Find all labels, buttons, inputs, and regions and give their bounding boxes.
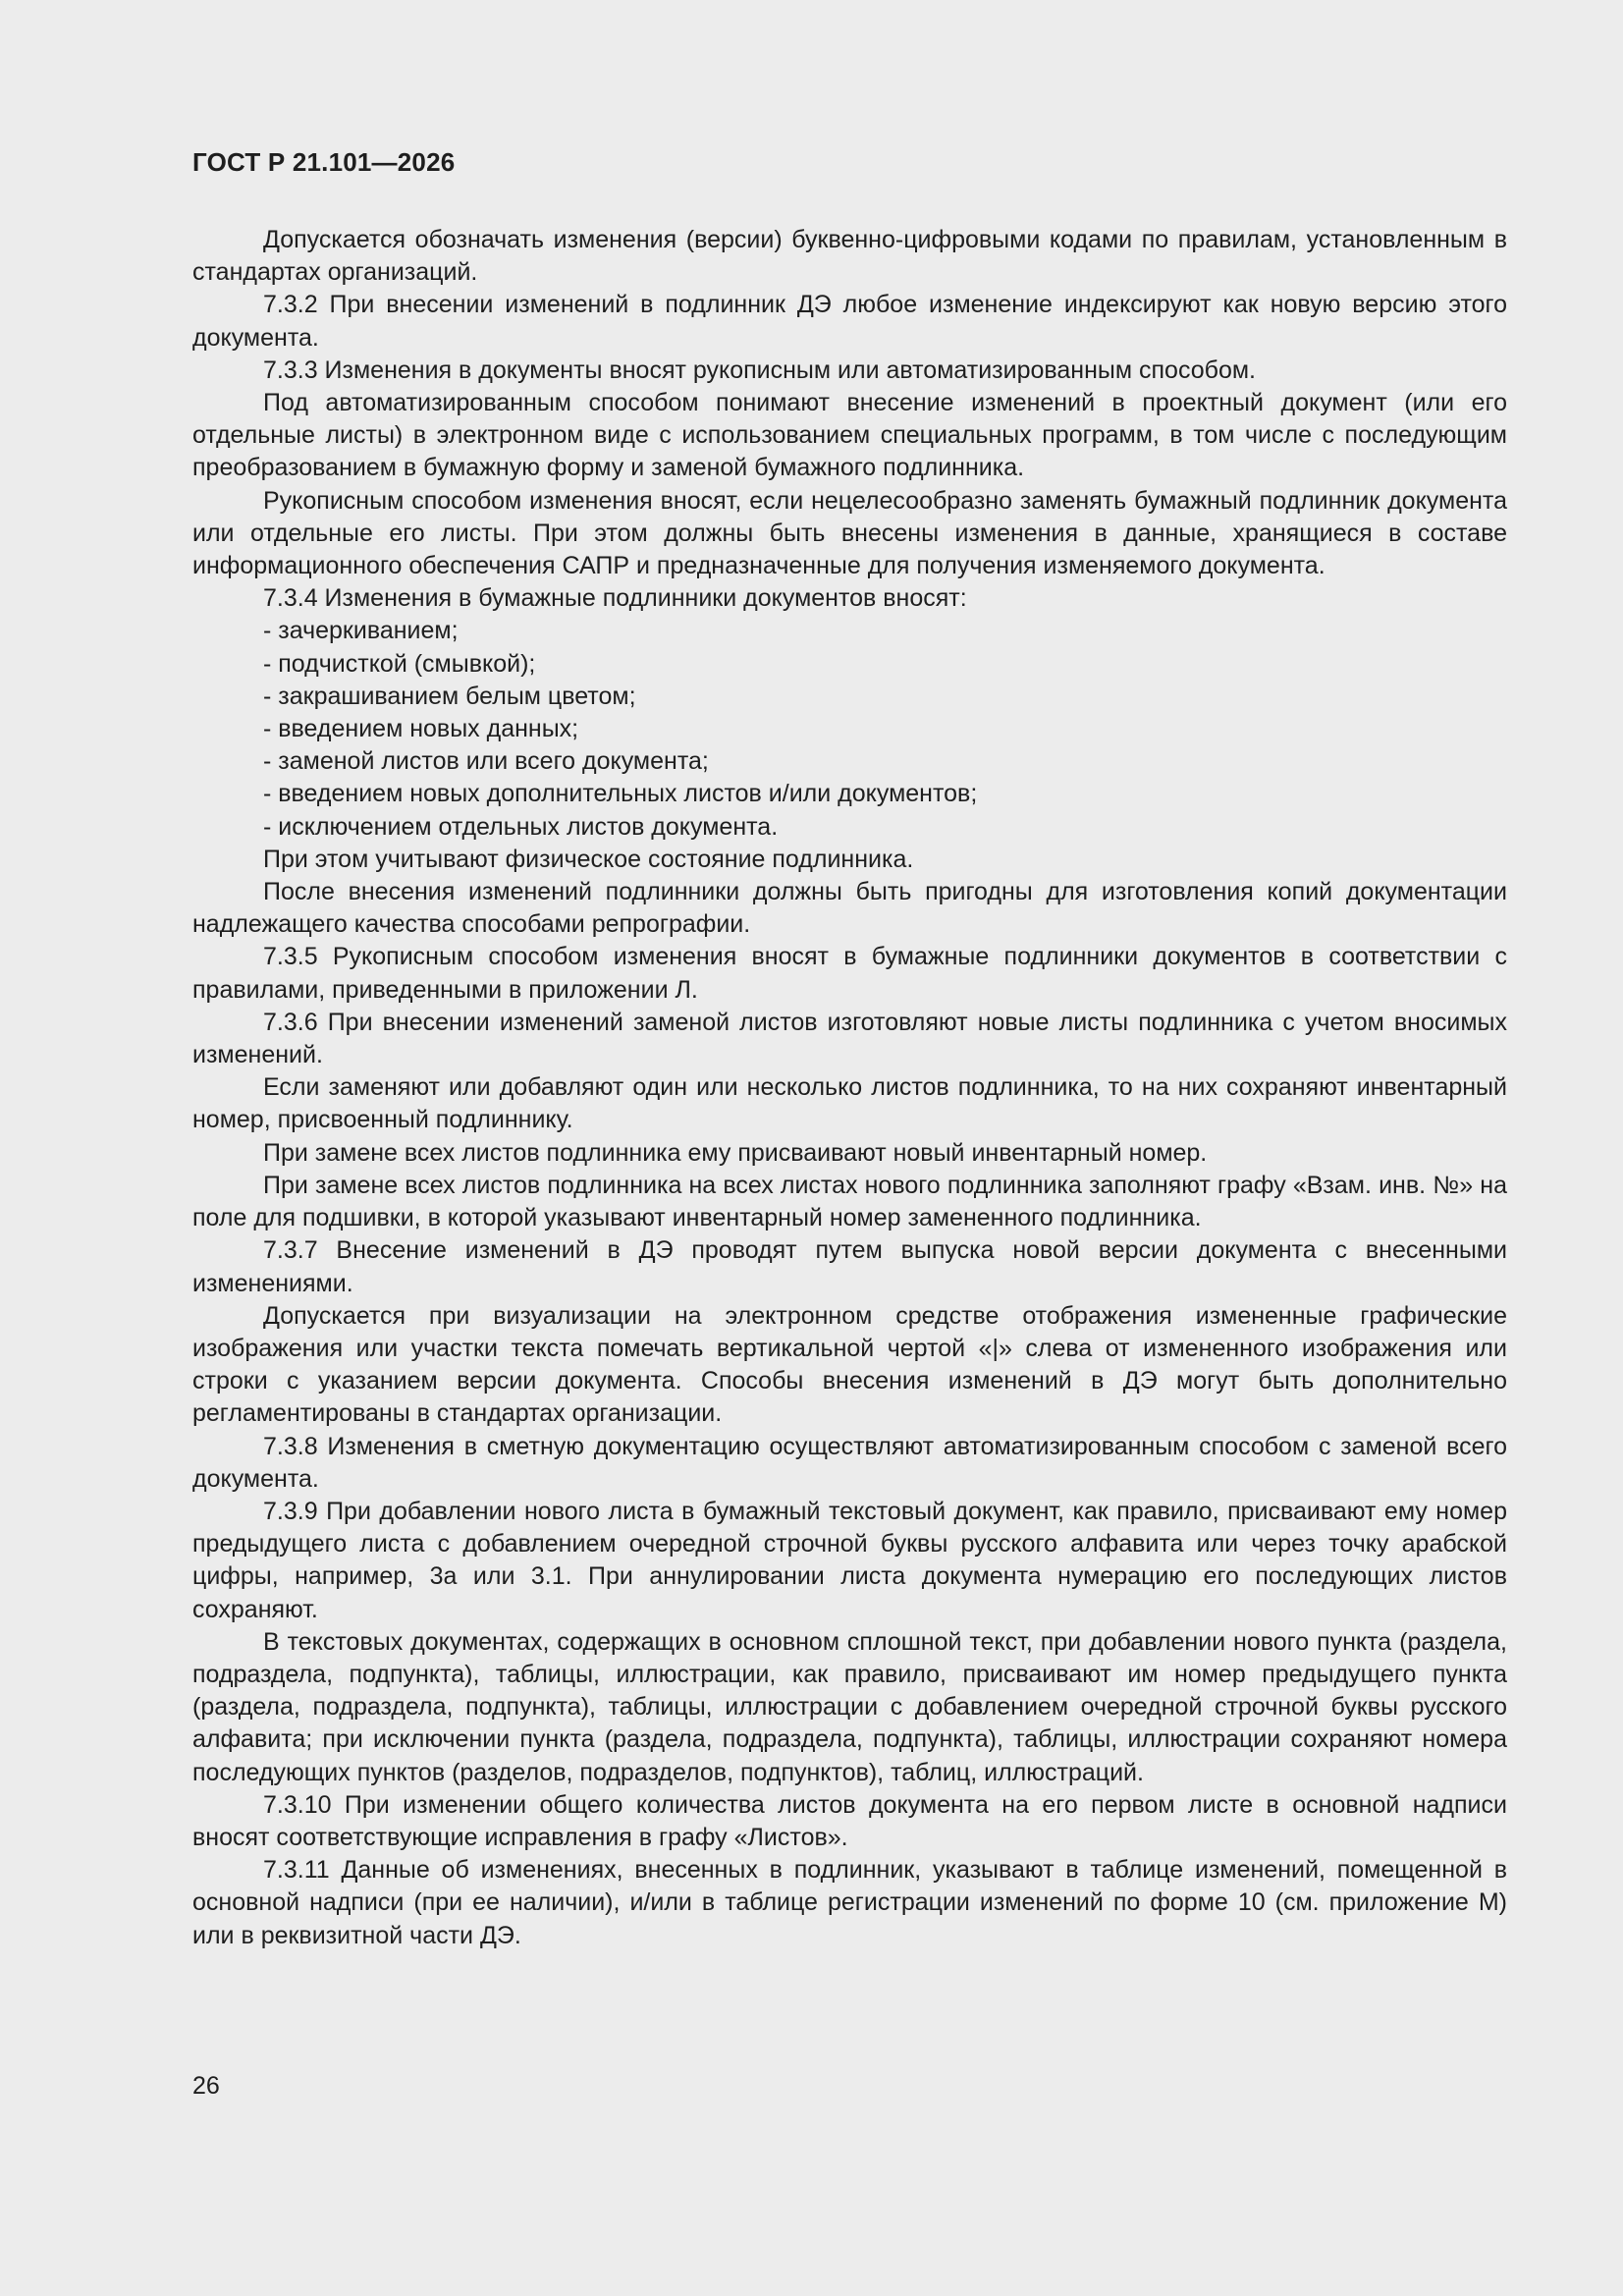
paragraph: Допускается обозначать изменения (версии) буквенно-цифровыми кодами по правилам, установленным в стандартах организаций.: [192, 226, 1507, 287]
paragraph: При этом учитывают физическое состояние подлинника.: [263, 845, 914, 873]
paragraph-7-3-5: 7.3.5 Рукописным способом изменения вносят в бумажные подлинники документов в соответствии с правилами, приведенными в приложении Л.: [192, 943, 1507, 1004]
paragraph-7-3-6: 7.3.6 При внесении изменений заменой листов изготовляют новые листы подлинника с учетом вносимых изменений.: [192, 1008, 1507, 1069]
list-item: - исключением отдельных листов документа.: [263, 812, 779, 841]
paragraph: Если заменяют или добавляют один или несколько листов подлинника, то на них сохраняют инвентарный номер, присвоенный подлиннику.: [192, 1073, 1507, 1134]
paragraph: В текстовых документах, содержащих в основном сплошной текст, при добавлении нового пункта (раздела, подраздела, подпункта), таблицы, иллюстрации, как правило, присваивают им номер предыдущего пункта (раздела, подраздела, подпункта), таблицы, иллюстрации с добавлением очередной строчной буквы русского алфавита; при исключении пункта (раздела, подраздела, подпункта), таблицы, иллюстрации сохраняют номера последующих пунктов (разделов, подразделов, подпунктов), таблиц, иллюстраций.: [192, 1627, 1507, 1786]
paragraph: При замене всех листов подлинника на всех листах нового подлинника заполняют графу «Взам. инв. №» на поле для подшивки, в которой указывают инвентарный номер замененного подлинника.: [192, 1171, 1507, 1232]
paragraph: При замене всех листов подлинника ему присваивают новый инвентарный номер.: [263, 1138, 1208, 1167]
list-item: - заменой листов или всего документа;: [263, 747, 709, 776]
paragraph-7-3-10: 7.3.10 При изменении общего количества листов документа на его первом листе в основной надписи вносят соответствующие исправления в графу «Листов».: [192, 1790, 1507, 1851]
paragraph: После внесения изменений подлинники должны быть пригодны для изготовления копий документации надлежащего качества способами репрографии.: [192, 878, 1507, 939]
paragraph: Рукописным способом изменения вносят, если нецелесообразно заменять бумажный подлинник документа или отдельные его листы. При этом должны быть внесены изменения в данные, хранящиеся в составе информационного обеспечения САПР и предназначенные для получения изменяемого документа.: [192, 486, 1507, 580]
list-item: - введением новых дополнительных листов и/или документов;: [263, 780, 978, 808]
paragraph-7-3-2: 7.3.2 При внесении изменений в подлинник ДЭ любое изменение индексируют как новую версию этого документа.: [192, 291, 1507, 352]
paragraph-7-3-11: 7.3.11 Данные об изменениях, внесенных в подлинник, указывают в таблице изменений, помещенной в основной надписи (при ее наличии), и/или в таблице регистрации изменений по форме 10 (см. приложение М) или в реквизитной части ДЭ.: [192, 1856, 1507, 1949]
document-code-header: ГОСТ Р 21.101—2026: [192, 147, 456, 177]
paragraph-7-3-9: 7.3.9 При добавлении нового листа в бумажный текстовый документ, как правило, присваивают ему номер предыдущего листа с добавлением очередной строчной буквы русского алфавита или через точку арабской цифры, например, 3а или 3.1. При аннулировании листа документа нумерацию его последующих листов сохраняют.: [192, 1497, 1507, 1623]
list-item: - подчисткой (смывкой);: [263, 649, 536, 678]
list-item: - закрашиванием белым цветом;: [263, 682, 636, 710]
paragraph-7-3-7: 7.3.7 Внесение изменений в ДЭ проводят путем выпуска новой версии документа с внесенными изменениями.: [192, 1236, 1507, 1297]
page-number: 26: [192, 2072, 220, 2100]
list-item: - зачеркиванием;: [263, 617, 459, 645]
paragraph-7-3-3: 7.3.3 Изменения в документы вносят рукописным или автоматизированным способом.: [263, 355, 1256, 384]
paragraph: Под автоматизированным способом понимают внесение изменений в проектный документ (или его отдельные листы) в электронном виде с использованием специальных программ, в том числе с последующим преобразованием в бумажную форму и заменой бумажного подлинника.: [192, 389, 1507, 482]
paragraph: Допускается при визуализации на электронном средстве отображения измененные графические изображения или участки текста помечать вертикальной чертой «|» слева от измененного изображения или строки с указанием версии документа. Способы внесения изменений в ДЭ могут быть дополнительно регламентированы в стандартах организации.: [192, 1301, 1507, 1428]
paragraph-7-3-4: 7.3.4 Изменения в бумажные подлинники документов вносят:: [263, 584, 967, 613]
list-item: - введением новых данных;: [263, 715, 579, 743]
paragraph-7-3-8: 7.3.8 Изменения в сметную документацию осуществляют автоматизированным способом с заменой всего документа.: [192, 1432, 1507, 1493]
document-body: [192, 224, 1507, 1952]
